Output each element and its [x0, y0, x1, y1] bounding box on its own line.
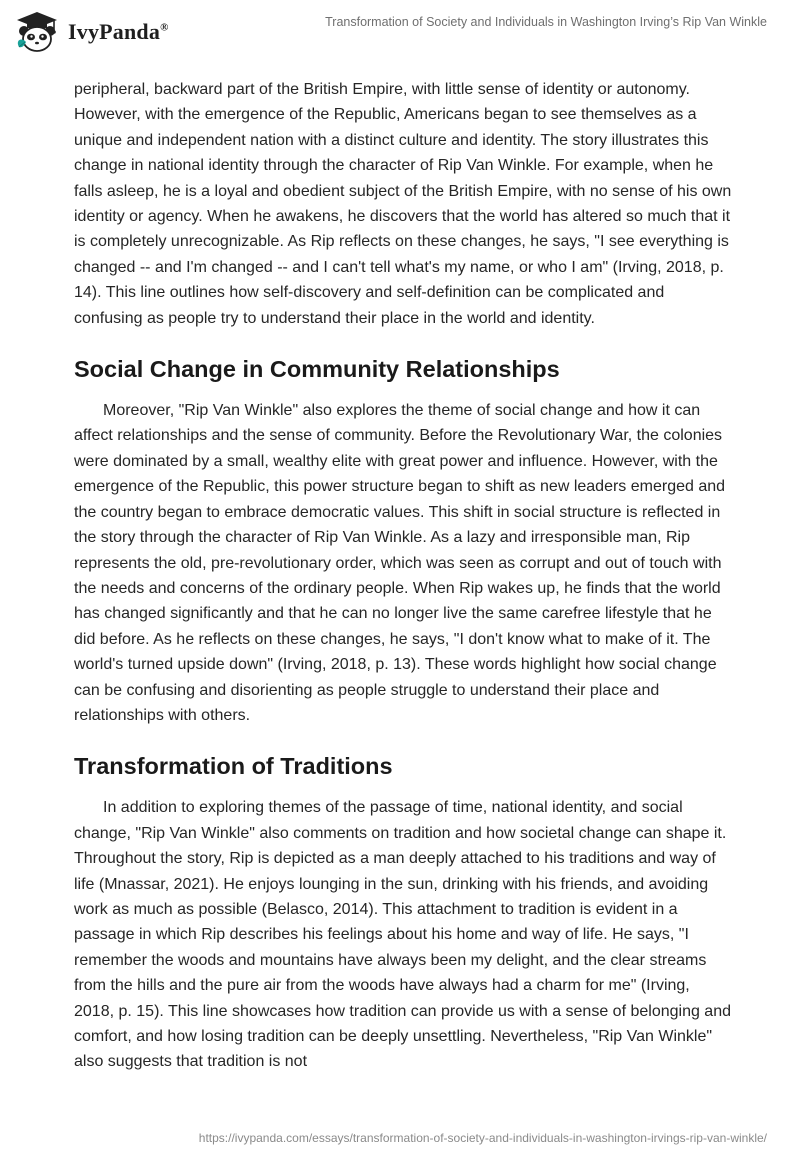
- section-heading-social-change: Social Change in Community Relationships: [74, 356, 560, 383]
- intro-paragraph: peripheral, backward part of the British Empire, with little sense of identity or autonomy. However, with the emergence of the Republic, Americans began to see themselves as a unique and independent nation with a distinct culture and identity. The story illustrates this change in national identity through the character of Rip Van Winkle. For example, when he falls asleep, he is a loyal and obedient subject of the British Empire, with no sense of his own identity or agency. When he awakens, he discovers that the world has altered so much that it is completely unrecognizable. As Rip reflects on these changes, he says, "I see everything is changed -- and I'm changed -- and I can't tell what's my name, or who I am" (Irving, 2018, p. 14). This line outlines how self-discovery and self-definition can be complicated and confusing as people try to understand their place in the world and identity.: [74, 81, 732, 327]
- brand-name: IvyPanda®: [68, 19, 169, 44]
- document-title: Transformation of Society and Individuals in Washington Irving’s Rip Van Winkle: [325, 15, 767, 29]
- ivypanda-logo[interactable]: [14, 9, 169, 55]
- panda-graduate-icon: [14, 9, 60, 55]
- section-heading-traditions: Transformation of Traditions: [74, 753, 393, 780]
- traditions-paragraph: In addition to exploring themes of the passage of time, national identity, and social change, "Rip Van Winkle" also comments on tradition and how societal change can shape it. Throughout the story, Rip is depicted as a man deeply attached to his traditions and way of life (Mnassar, 2021). He enjoys lounging in the sun, drinking with his friends, and avoiding work as much as possible (Belasco, 2014). This attachment to tradition is evident in a passage in which Rip describes his feelings about his home and way of life. He says, "I remember the woods and mountains have always been my delight, and the clear streams from the hills and the pure air from the woods have always had a charm for me" (Irving, 2018, p. 15). This line showcases how tradition can provide us with a sense of belonging and comfort, and how losing tradition can be deeply unsettling. Nevertheless, "Rip Van Winkle" also suggests that tradition is not: [74, 799, 731, 1071]
- essay-content: [74, 77, 734, 1075]
- social-change-paragraph: Moreover, "Rip Van Winkle" also explores the theme of social change and how it can affect relationships and the sense of community. Before the Revolutionary War, the colonies were dominated by a small, wealthy elite with great power and influence. However, with the emergence of the Republic, this power structure began to shift as new leaders emerged and the country began to embrace democratic values. This shift in social structure is reflected in the story through the character of Rip Van Winkle. As a lazy and irresponsible man, Rip represents the old, pre-revolutionary order, which was seen as corrupt and out of touch with the needs and concerns of the ordinary people. When Rip wakes up, he finds that the world has changed significantly and that he can no longer live the same carefree lifestyle that he did before. As he reflects on these changes, he says, "I don't know what to make of it. The world's turned upside down" (Irving, 2018, p. 13). These words highlight how social change can be confusing and disorienting as people struggle to understand their place and relationships with others.: [74, 402, 726, 724]
- source-url[interactable]: https://ivypanda.com/essays/transformation-of-society-and-individuals-in-washington-irvings-rip-van-winkle/: [198, 1131, 767, 1145]
- page-header: [0, 0, 800, 70]
- trademark: ®: [160, 21, 169, 34]
